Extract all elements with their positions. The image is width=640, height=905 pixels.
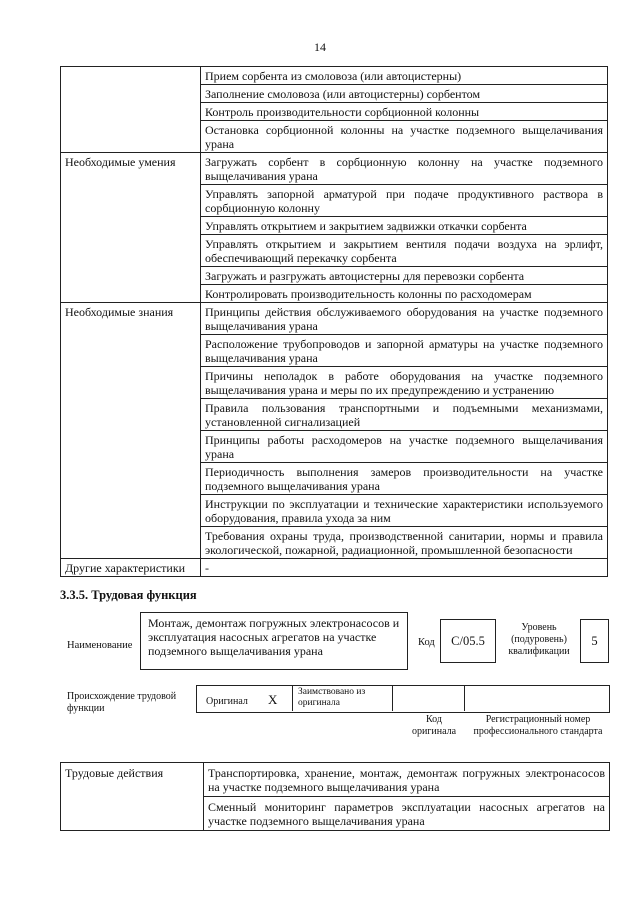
table-cell: Остановка сорбционной колонны на участке подземного выщелачивания урана — [201, 121, 608, 153]
borrowed-label: Заимствовано из оригинала — [298, 687, 366, 708]
table-cell: Контролировать производительность колонны по расходомерам — [201, 285, 608, 303]
divider — [392, 685, 393, 711]
page-number: 14 — [314, 40, 326, 54]
original-label: Оригинал — [206, 696, 248, 707]
labor-actions-table — [60, 762, 610, 831]
name-label: Наименование — [67, 640, 133, 651]
level-value: 5 — [580, 619, 609, 663]
origin-label: Происхождение трудовой функции — [67, 691, 177, 714]
table-cell: Расположение трубопроводов и запорной арматуры на участке подземного выщелачивания урана — [201, 335, 608, 367]
table-cell: Сменный мониторинг параметров эксплуатации насосных агрегатов на участке подземного выщелачивания урана — [204, 797, 610, 831]
skills-label: Необходимые умения — [61, 153, 201, 303]
table-cell: Загружать сорбент в сорбционную колонну на участке подземного выщелачивания урана — [201, 153, 608, 185]
section-title: 3.3.5. Трудовая функция — [60, 588, 197, 602]
table-cell: Периодичность выполнения замеров производительности на участке подземного выщелачивания урана — [201, 463, 608, 495]
skills-knowledge-table — [60, 66, 608, 577]
divider — [292, 685, 293, 711]
code-label: Код — [418, 637, 435, 648]
table-cell: Принципы действия обслуживаемого оборудования на участке подземного выщелачивания урана — [201, 303, 608, 335]
reg-number-label: Регистрационный номер профессионального стандарта — [473, 714, 603, 737]
table-cell: Транспортировка, хранение, монтаж, демонтаж погружных электронасосов на участке подземного выщелачивания урана — [204, 763, 610, 797]
empty-label-cell — [61, 67, 201, 153]
table-cell: Прием сорбента из смоловоза (или автоцистерны) — [201, 67, 608, 85]
code-value: C/05.5 — [440, 619, 496, 663]
table-cell: - — [201, 559, 608, 577]
knowledge-label: Необходимые знания — [61, 303, 201, 559]
table-cell: Контроль производительности сорбционной колонны — [201, 103, 608, 121]
table-cell: Заполнение смоловоза (или автоцистерны) сорбентом — [201, 85, 608, 103]
level-label: Уровень (подуровень) квалификации — [508, 622, 570, 657]
other-characteristics-label: Другие характеристики — [61, 559, 201, 577]
divider — [464, 685, 465, 711]
table-cell: Причины неполадок в работе оборудования на участке подземного выщелачивания урана и меры по их предупреждению и устранению — [201, 367, 608, 399]
actions-label: Трудовые действия — [61, 763, 204, 831]
table-cell: Управлять открытием и закрытием вентиля подачи воздуха на эрлифт, обеспечивающий перекачку сорбента — [201, 235, 608, 267]
table-cell: Принципы работы расходомеров на участке подземного выщелачивания урана — [201, 431, 608, 463]
code-original-label: Код оригинала — [411, 714, 457, 737]
table-cell: Загружать и разгружать автоцистерны для перевозки сорбента — [201, 267, 608, 285]
table-cell: Требования охраны труда, производственной санитарии, нормы и правила экологической, пожарной, радиационной, промышленной безопасности — [201, 527, 608, 559]
origin-row — [196, 685, 610, 713]
table-cell: Управлять открытием и закрытием задвижки откачки сорбента — [201, 217, 608, 235]
table-cell: Управлять запорной арматурой при подаче продуктивного раствора в сорбционную колонну — [201, 185, 608, 217]
table-cell: Инструкции по эксплуатации и технические характеристики используемого оборудования, правила ухода за ним — [201, 495, 608, 527]
function-name-box: Монтаж, демонтаж погружных электронасосов и эксплуатация насосных агрегатов на участке подземного выщелачивания урана — [140, 612, 408, 670]
original-mark: X — [268, 692, 278, 707]
table-cell: Правила пользования транспортными и подъемными механизмами, установленной сигнализацией — [201, 399, 608, 431]
